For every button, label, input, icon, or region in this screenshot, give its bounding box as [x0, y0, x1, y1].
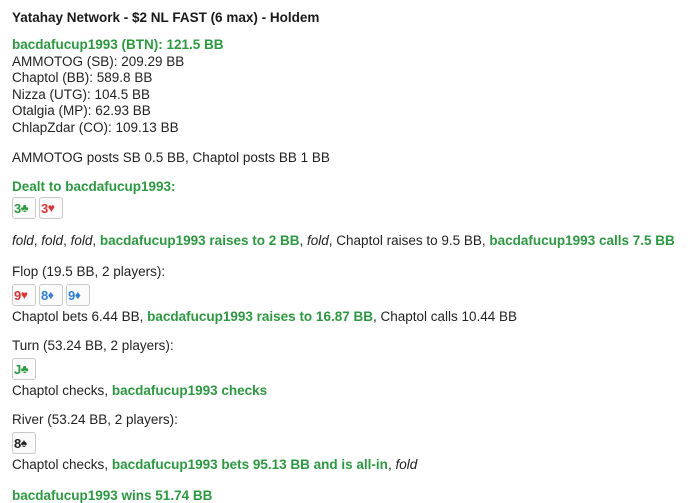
- action-text: Chaptol raises to 9.5 BB: [336, 233, 482, 248]
- river-header: River (53.24 BB, 2 players):: [12, 412, 178, 427]
- turn-cards: [12, 358, 688, 380]
- action-text: ,: [387, 457, 396, 472]
- playing-card-spade: 8 ♠: [12, 432, 36, 454]
- playing-card-diamond: 8 ♦: [39, 284, 63, 306]
- action-text: Chaptol checks: [12, 383, 105, 398]
- action-text: ,: [92, 233, 100, 248]
- dealt-label: Dealt to bacdafucup1993:: [12, 179, 176, 194]
- flop-cards: [12, 284, 688, 306]
- action-text: ,: [104, 457, 112, 472]
- hole-cards: [12, 197, 688, 219]
- action-text: Chaptol calls 10.44 BB: [380, 309, 518, 324]
- blinds-line: AMMOTOG posts SB 0.5 BB, Chaptol posts BB 1 BB: [12, 150, 330, 165]
- action-text: ,: [33, 233, 42, 248]
- action-fold: fold: [70, 233, 93, 248]
- turn-header: Turn (53.24 BB, 2 players):: [12, 338, 174, 353]
- preflop-actions: [12, 232, 688, 250]
- flop-header: Flop (19.5 BB, 2 players):: [12, 264, 166, 279]
- turn-actions: [12, 382, 688, 400]
- dealt-section: [12, 179, 688, 219]
- river-cards: [12, 432, 688, 454]
- playing-card-heart: 9 ♥: [12, 284, 36, 306]
- summary-line: bacdafucup1993 wins 51.74 BB: [12, 488, 213, 503]
- action-hero: bacdafucup1993 bets 95.13 BB and is all-in: [111, 457, 388, 472]
- action-text: ,: [63, 233, 71, 248]
- river-section: [12, 411, 688, 474]
- action-fold: fold: [41, 233, 64, 248]
- stack-row: Otalgia (MP): 62.93 BB: [12, 103, 151, 118]
- action-fold: fold: [307, 233, 329, 248]
- action-text: Chaptol checks: [12, 457, 105, 472]
- turn-section: [12, 337, 688, 400]
- page-title: Yatahay Network - $2 NL FAST (6 max) - Holdem: [12, 10, 320, 25]
- action-fold: fold: [12, 233, 34, 248]
- action-text: ,: [104, 383, 112, 398]
- action-text: ,: [372, 309, 381, 324]
- action-text: ,: [481, 233, 490, 248]
- action-text: ,: [328, 233, 337, 248]
- flop-section: [12, 263, 688, 326]
- playing-card-club: 3 ♣: [12, 197, 36, 219]
- stacks-list: [12, 37, 688, 136]
- action-hero: bacdafucup1993 checks: [111, 383, 268, 398]
- action-hero: bacdafucup1993 calls 7.5 BB: [489, 233, 675, 248]
- river-actions: [12, 456, 688, 474]
- stack-row: Chaptol (BB): 589.8 BB: [12, 70, 153, 85]
- action-hero: bacdafucup1993 raises to 16.87 BB: [147, 309, 373, 324]
- stack-row: Nizza (UTG): 104.5 BB: [12, 86, 151, 102]
- action-hero: bacdafucup1993 raises to 2 BB: [99, 233, 300, 248]
- playing-card-club: J ♣: [12, 358, 36, 380]
- stack-row: AMMOTOG (SB): 209.29 BB: [12, 53, 185, 69]
- stack-row-hero: bacdafucup1993 (BTN): 121.5 BB: [12, 37, 224, 52]
- action-text: ,: [139, 309, 148, 324]
- playing-card-heart: 3 ♥: [39, 197, 63, 219]
- playing-card-diamond: 9 ♦: [66, 284, 90, 306]
- stack-row: ChlapZdar (CO): 109.13 BB: [12, 119, 179, 135]
- flop-actions: [12, 308, 688, 326]
- action-text: Chaptol bets 6.44 BB: [12, 309, 140, 324]
- action-text: ,: [299, 233, 307, 248]
- action-fold: fold: [395, 457, 418, 472]
